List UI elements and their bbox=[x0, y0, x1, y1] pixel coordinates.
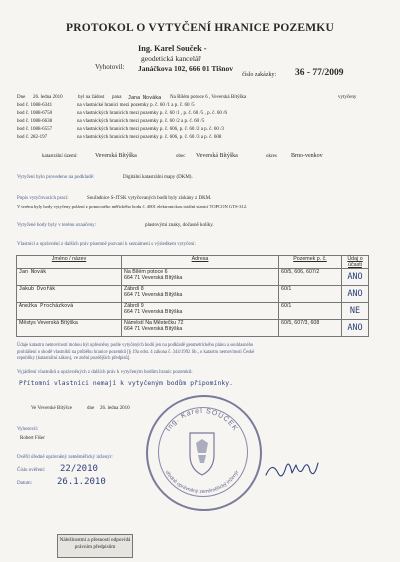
verification-date: 26.1.2010 bbox=[57, 477, 106, 487]
stamp-bottom-text: úředně oprávněný zeměměřický inženýr bbox=[163, 469, 241, 496]
table-row bbox=[17, 303, 369, 320]
author-label: Vyhotovil: bbox=[17, 427, 39, 432]
owner-address bbox=[122, 320, 279, 337]
okres-label: okres bbox=[266, 154, 277, 159]
address-line: 664 71 Veverská Bítýška bbox=[124, 326, 183, 332]
col-header-address: Adresa bbox=[122, 256, 279, 269]
request-mid: byl na žádost bbox=[78, 95, 105, 100]
notice-line: Údaje katastru nemovitostí mohou být upřesněny podle vytyčených bodů jen na podkladě geometrického plánu a souhlasného bbox=[17, 343, 254, 348]
point-label: bod č. 1088-6750 bbox=[17, 111, 53, 116]
place-date: 26. ledna 2010 bbox=[100, 406, 130, 411]
pana-label: pana bbox=[112, 95, 122, 100]
col-header-name: Jméno / název bbox=[17, 256, 122, 269]
stamp-emblem bbox=[146, 395, 258, 507]
address-line: 664 71 Veverská Bítýška bbox=[124, 309, 183, 315]
point-label: bod č. 282-197 bbox=[17, 135, 48, 140]
address-line: Zábrdí 8 bbox=[124, 286, 144, 292]
document-title: PROTOKOL O VYTYČENÍ HRANICE POZEMKU bbox=[66, 22, 334, 34]
compliance-note bbox=[57, 534, 133, 558]
point-text: na vlastnických hranicích mezi pozemky p. č. 606, p. č. 60 /2 a p. č. 60 /3 bbox=[77, 127, 225, 132]
point-label: bod č. 1088-6341 bbox=[17, 103, 53, 108]
owner-name-text: Jan Novák bbox=[19, 269, 47, 275]
col-header-participation: Údaj o účasti bbox=[342, 256, 369, 269]
notice-line: prohlášení o shodě vlastníků na průběhu hranice pozemků [§ 19a odst. 4 zákona č. 344/1992 Sb., o katastru nemovitostí České bbox=[17, 349, 255, 355]
verification-number: 22/2010 bbox=[60, 464, 98, 474]
participation-value: ANO bbox=[342, 320, 369, 337]
participation-value: ANO bbox=[342, 269, 369, 286]
point-text: na vlastnických hranicích mezi pozemky p. č. 60 /1 , p. č. 60 /5 , p. č. 60 /6 bbox=[77, 111, 227, 116]
remarks-handwritten: Přítomní vlastníci nemají k vytyčeným bodům připomínky. bbox=[19, 380, 234, 387]
lion-icon bbox=[196, 439, 208, 463]
verification-date-label: Datum: bbox=[17, 481, 32, 486]
ku-label: katastrální území: bbox=[42, 154, 78, 159]
owner-name-text: Anežka Procházková bbox=[19, 303, 74, 309]
address-line: Náměstí Na Městečku 72 bbox=[124, 320, 184, 326]
request-date: 26. ledna 2010 bbox=[33, 95, 63, 100]
applicant-name: Jana Nováka bbox=[128, 95, 162, 101]
table-row bbox=[17, 269, 369, 286]
svg-text:úředně oprávněný zeměměřický i bbox=[164, 469, 241, 495]
zakazka-number: 36 - 77/2009 bbox=[295, 68, 344, 78]
compliance-line: Náležitostmi a přesností odpovídá bbox=[59, 537, 131, 543]
owner-name: Městys Veverská Bítýška bbox=[17, 320, 122, 337]
owner-address bbox=[122, 286, 279, 303]
legal-notice bbox=[17, 343, 254, 363]
request-end: vytyčeny bbox=[338, 95, 357, 100]
notice-line: republiky (katastrální zákon), ve znění pozdějších předpisů]. bbox=[17, 356, 131, 362]
basis-value: Digitální katastrální mapy (DKM). bbox=[123, 175, 193, 180]
point-label: bod č. 1088-6557 bbox=[17, 127, 53, 132]
verification-number-label: Číslo ověření: bbox=[17, 468, 46, 473]
dne-label: Dne bbox=[17, 95, 26, 100]
owner-name-text: Jakub Dvořák bbox=[19, 286, 56, 292]
procedure-line2: V terénu byly body vytyčeny polární z pomocného měřického bodu č. 4001 elektronickou totální stanicí TOPCON GTS-312. bbox=[17, 204, 248, 209]
point-text: na vlastnických hranicích mezi pozemky p. č. 606, p. č. 60 /3 a p. č. 608 bbox=[77, 135, 222, 140]
official-stamp bbox=[146, 395, 262, 511]
point-label: bod č. 1088-6638 bbox=[17, 119, 53, 124]
participation-value: ANO bbox=[342, 286, 369, 303]
owner-name bbox=[17, 303, 122, 320]
surveyor-office: geodetická kancelář bbox=[141, 54, 201, 63]
table-header-row bbox=[17, 256, 369, 269]
participation-value: NE bbox=[342, 303, 369, 320]
point-text: na vlastnických hranicích mezi pozemky p. č. 60 /2 a p. č. 60 /5 bbox=[77, 119, 205, 124]
owners-table bbox=[16, 255, 369, 337]
place: Ve Veverské Bítýšce bbox=[31, 406, 73, 411]
address-line: 664 71 Veverská Bítýška bbox=[124, 275, 183, 281]
owner-parcel: 60/1 bbox=[279, 286, 342, 303]
okres-value: Brno-venkov bbox=[291, 153, 323, 159]
table-row bbox=[17, 320, 369, 337]
vyhotovil-label: Vyhotovil: bbox=[95, 63, 125, 71]
surveyor-address: Janáčkova 102, 666 01 Tišnov bbox=[138, 64, 233, 73]
marking-label: Vytyčené body byly v terénu označeny: bbox=[17, 223, 97, 228]
obec-value: Veverská Bítýška bbox=[196, 153, 238, 159]
owner-parcel: 60/5, 607/3, 608 bbox=[279, 320, 342, 337]
owner-parcel: 60/5, 606, 607/2 bbox=[279, 269, 342, 286]
stamp-top-text: Ing. Karel SOUČEK bbox=[165, 407, 239, 433]
owner-name bbox=[17, 286, 122, 303]
basis-label: Vytyčení bylo provedeno na podkladě: bbox=[17, 175, 95, 180]
surveyor-name: Ing. Karel Souček - bbox=[138, 44, 207, 53]
procedure-label: Popis vytyčovacích prací: bbox=[17, 196, 69, 201]
address-line: 664 71 Veverská Bítýška bbox=[124, 292, 183, 298]
address-line: Na Bílém potoce 6 bbox=[124, 269, 168, 275]
obec-label: obec bbox=[176, 154, 186, 159]
signature-image bbox=[262, 455, 322, 485]
author-name: Robert Fišer bbox=[20, 436, 45, 441]
ku-value: Veverská Bítýška bbox=[95, 153, 137, 159]
applicant-address: Na Bílém potoce 6 , Veverská Bítýška bbox=[170, 95, 247, 100]
col-header-parcel: Pozemek p. č. bbox=[279, 256, 342, 269]
verification-label: Ověřil úředně oprávněný zeměměřický inženýr: bbox=[17, 455, 113, 460]
owner-parcel: 60/1 bbox=[279, 303, 342, 320]
owner-name bbox=[17, 269, 122, 286]
procedure-line1: Souřadnice S-JTSK vytyčovaných bodů byly získány z DKM. bbox=[87, 196, 212, 201]
owner-address bbox=[122, 269, 279, 286]
owner-address bbox=[122, 303, 279, 320]
zakazka-label: číslo zakázky: bbox=[242, 72, 277, 78]
table-row bbox=[17, 286, 369, 303]
remarks-label: Vyjádření vlastníků a oprávněných z dalších práv k vytyčeným bodům hranic pozemků: bbox=[17, 370, 193, 375]
address-line: Zábrdí 9 bbox=[124, 303, 144, 309]
place-dne-label: dne bbox=[87, 406, 95, 411]
marking-value: plastovými znaky, dočasně kolíky. bbox=[145, 223, 214, 228]
svg-text:Ing. Karel SOUČEK bbox=[165, 408, 239, 433]
point-text: na vlastnické hranici mezi pozemky p. č. 60 /1 a p. č. 60 /5 bbox=[77, 103, 195, 108]
table-intro: Vlastníci a oprávnění z dalších práv písemně pozvaní k seznámení s výsledkem vytyčení: bbox=[17, 242, 196, 247]
compliance-line: právním předpisům bbox=[74, 543, 116, 550]
